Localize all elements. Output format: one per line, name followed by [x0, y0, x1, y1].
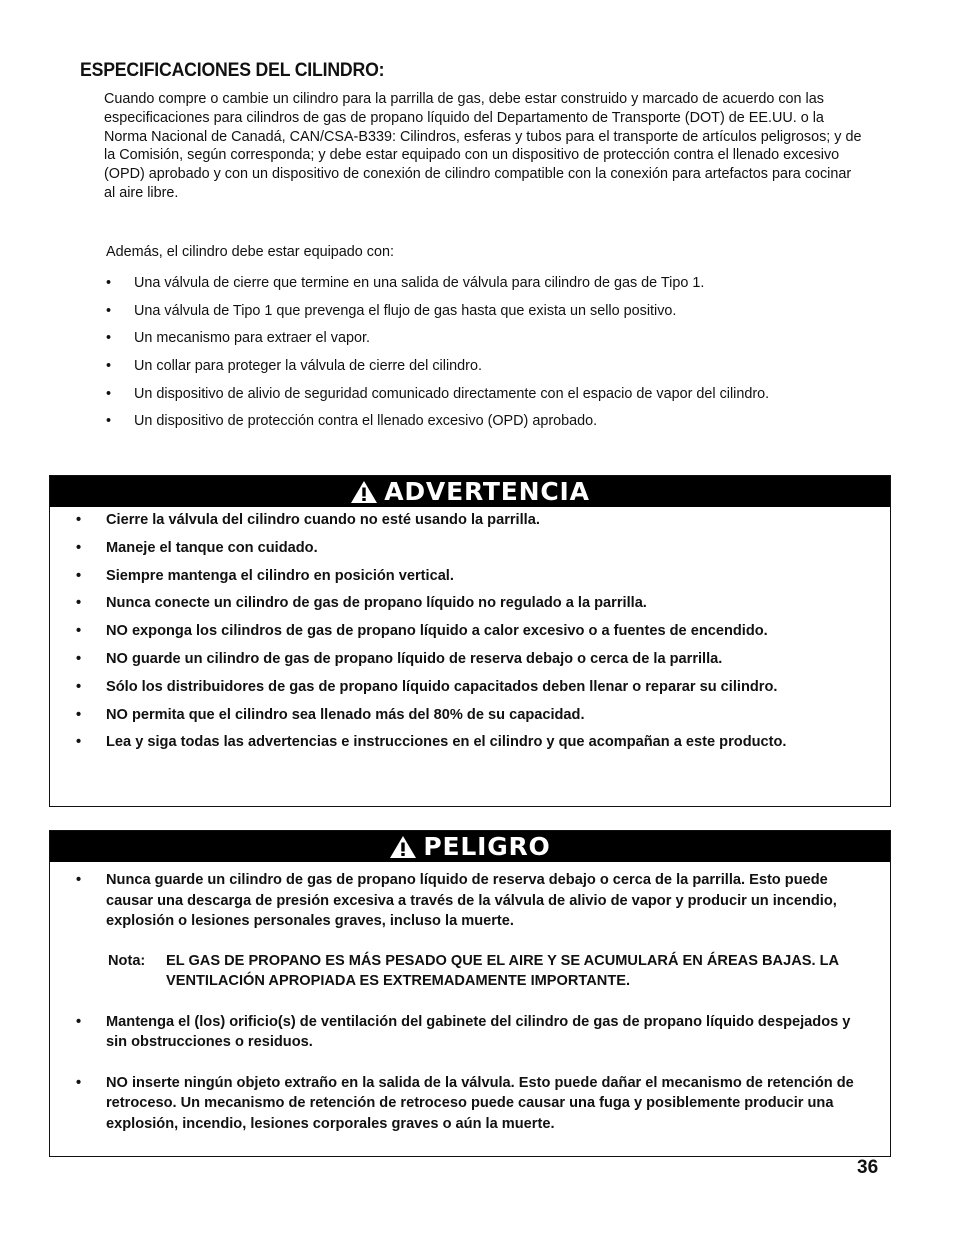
- list-item: • NO inserte ningún objeto extraño en la salida de la válvula. Esto puede dañar el mecanismo de retención de retroceso. Un mecanismo de retención de retroceso puede causar una fuga y posiblemente producir una explosión, incendio, lesiones corporales graves o aún la muerte.: [50, 1073, 890, 1135]
- peligro-title: PELIGRO: [423, 832, 551, 861]
- advertencia-header: [50, 476, 890, 507]
- list-item: • Sólo los distribuidores de gas de propano líquido capacitados deben llenar o reparar su cilindro.: [50, 678, 890, 698]
- page-number: 36: [857, 1157, 879, 1178]
- list-item: • Una válvula de cierre que termine en una salida de válvula para cilindro de gas de Tipo 1.: [106, 273, 906, 301]
- requirements-intro: Además, el cilindro debe estar equipado con:: [106, 244, 394, 260]
- peligro-header: [50, 831, 890, 862]
- nota-block: [50, 951, 890, 992]
- list-item: • Nunca conecte un cilindro de gas de propano líquido no regulado a la parrilla.: [50, 594, 890, 614]
- requirements-list: [106, 273, 906, 439]
- list-item: • NO guarde un cilindro de gas de propano líquido de reserva debajo o cerca de la parrilla.: [50, 650, 890, 670]
- advertencia-box: [49, 475, 891, 807]
- list-item: • Una válvula de Tipo 1 que prevenga el flujo de gas hasta que exista un sello positivo.: [106, 301, 906, 329]
- peligro-list: [50, 862, 890, 932]
- intro-paragraph: Cuando compre o cambie un cilindro para la parrilla de gas, debe estar construido y marcado de acuerdo con las especificaciones para cilindros de gas de propano líquido del Departamento de Transporte (DOT) de EE.UU. o la Norma Nacional de Canadá, CAN/CSA-B339: Cilindros, esferas y tubos para el transporte de artículos peligrosos; y de la Comisión, según corresponda; y debe estar equipado con un dispositivo de protección contra el llenado excesivo (OPD) aprobado y con un dispositivo de conexión de cilindro compatible con la conexión para artefactos para cocinar al aire libre.: [104, 91, 862, 201]
- list-item: • NO exponga los cilindros de gas de propano líquido a calor excesivo o a fuentes de encendido.: [50, 622, 890, 642]
- peligro-box: [49, 830, 891, 1157]
- warning-triangle-icon: [350, 480, 378, 504]
- list-item: • Un dispositivo de alivio de seguridad comunicado directamente con el espacio de vapor del cilindro.: [106, 384, 906, 412]
- advertencia-list: [50, 507, 890, 753]
- warning-triangle-icon: [389, 835, 417, 859]
- peligro-list-2: [50, 992, 890, 1135]
- list-item: • Siempre mantenga el cilindro en posición vertical.: [50, 567, 890, 587]
- advertencia-title: ADVERTENCIA: [384, 477, 590, 506]
- nota-label: Nota:: [108, 952, 146, 969]
- list-item: • Un mecanismo para extraer el vapor.: [106, 328, 906, 356]
- list-item: • Maneje el tanque con cuidado.: [50, 539, 890, 559]
- list-item: • Nunca guarde un cilindro de gas de propano líquido de reserva debajo o cerca de la parrilla. Esto puede causar una descarga de presión excesiva a través de la válvula de alivio de vapor y producir un incendio, explosión o lesiones personales graves, incluso la muerte.: [50, 870, 890, 932]
- list-item: • Mantenga el (los) orificio(s) de ventilación del gabinete del cilindro de gas de propano líquido despejados y sin obstrucciones o residuos.: [50, 1012, 890, 1053]
- list-item: • Un dispositivo de protección contra el llenado excesivo (OPD) aprobado.: [106, 411, 906, 439]
- list-item: • Un collar para proteger la válvula de cierre del cilindro.: [106, 356, 906, 384]
- section-heading: ESPECIFICACIONES DEL CILINDRO:: [80, 60, 385, 81]
- list-item: • NO permita que el cilindro sea llenado más del 80% de su capacidad.: [50, 706, 890, 726]
- list-item: • Lea y siga todas las advertencias e instrucciones en el cilindro y que acompañan a este producto.: [50, 733, 890, 753]
- nota-text: EL GAS DE PROPANO ES MÁS PESADO QUE EL AIRE Y SE ACUMULARÁ EN ÁREAS BAJAS. LA VENTILACIÓN APROPIADA ES EXTREMADAMENTE IMPORTANTE.: [166, 952, 839, 989]
- list-item: • Cierre la válvula del cilindro cuando no esté usando la parrilla.: [50, 511, 890, 531]
